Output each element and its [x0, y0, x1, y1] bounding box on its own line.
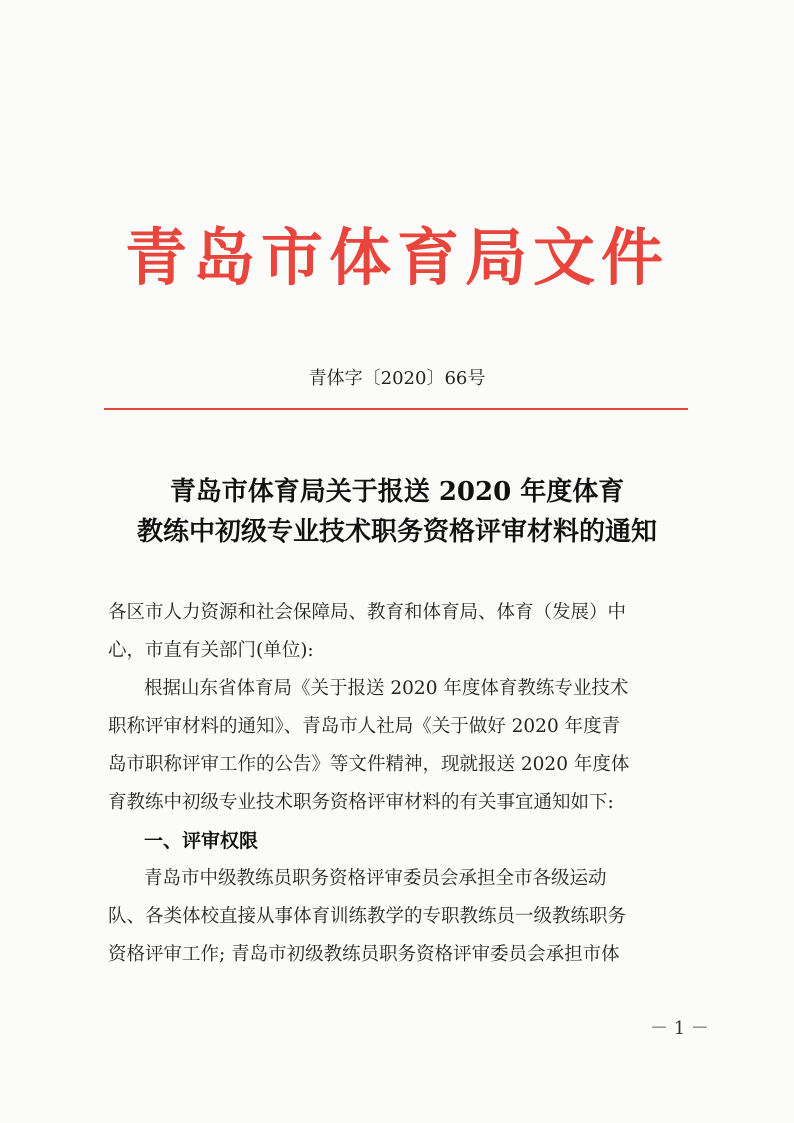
addressee-line-1: 各区市人力资源和社会保障局、教育和体育局、体育（发展）中: [108, 602, 627, 623]
page-number: － 1 －: [650, 1018, 709, 1039]
addressee-line-2: 心，市直有关部门(单位):: [108, 640, 314, 661]
paragraph-2: [108, 860, 704, 974]
paragraph-1-line-2: 职称评审材料的通知》、青岛市人社局《关于做好 2020 年度青: [108, 716, 621, 737]
section-heading-1: 一、评审权限: [144, 830, 259, 852]
notice-title-line-1: 青岛市体育局关于报送 2020 年度体育: [169, 477, 625, 507]
paragraph-2-line-1: 青岛市中级教练员职务资格评审委员会承担全市各级运动: [144, 868, 607, 889]
paragraph-2-line-3: 资格评审工作; 青岛市初级教练员职务资格评审委员会承担市体: [108, 944, 620, 965]
issuing-authority-header: 青岛市体育局文件: [124, 221, 669, 294]
notice-title-line-2: 教练中初级专业技术职务资格评审材料的通知: [136, 517, 657, 547]
notice-title: [0, 472, 794, 552]
paragraph-1-line-4: 育教练中初级专业技术职务资格评审材料的有关事宜通知如下:: [108, 792, 614, 813]
addressee: [108, 594, 704, 670]
paragraph-1-line-3: 岛市职称评审工作的公告》等文件精神，现就报送 2020 年度体: [108, 754, 630, 775]
paragraph-2-line-2: 队、各类体校直接从事体育训练教学的专职教练员一级教练职务: [108, 906, 627, 927]
paragraph-1-line-1: 根据山东省体育局《关于报送 2020 年度体育教练专业技术: [144, 678, 629, 699]
paragraph-1: [108, 670, 704, 822]
document-number: 青体字〔2020〕66号: [308, 368, 486, 389]
red-divider: [104, 408, 688, 410]
